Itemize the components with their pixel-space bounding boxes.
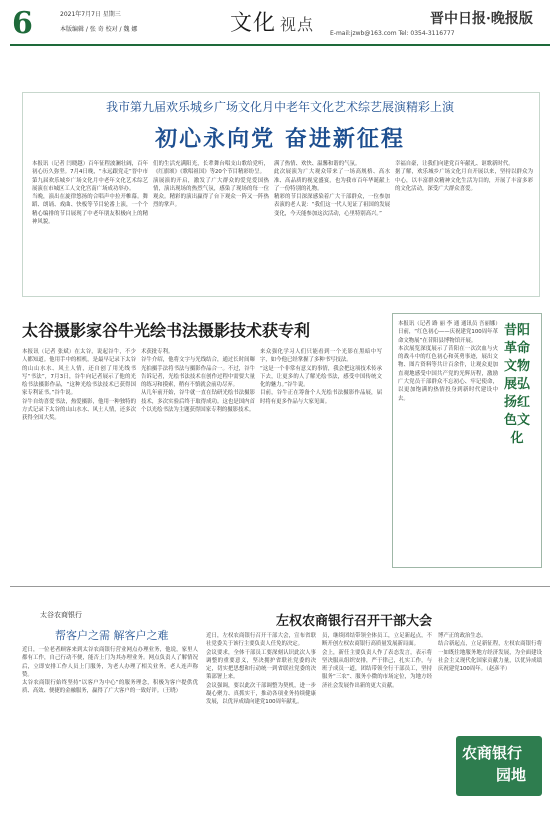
bottom-left-col: 近日，一位老者顾客来到太谷农商银行营业网点办理业务，他说，家里人都有工作，自己行动不便，能否上门为其办理业务。网点负责人了解情况后，立即安排工作人员上门服务，为老人办理了相关业务，老人连声称赞。 太谷农商银行始终坚持“以客户为中心”的服务理念，积极为客户提供优质、高效、便捷的金融服务，赢得了广大客户的一致好评。（王晓） bbox=[22, 647, 198, 695]
bottom-left-headline: 帮客户之需 解客户之难 bbox=[55, 629, 169, 642]
page-header bbox=[0, 0, 560, 60]
editor-credits: 本版编辑 / 张 奇 校对 / 魏 娜 bbox=[60, 26, 138, 33]
bottom-mid-col: 近日，左权农商银行召开干部大会，宣布省联社党委关于该行主要负责人任免的决定。 会议要求，全体干部员工要深刻认识此次人事调整的重要意义，坚决拥护省联社党委的决定，切实把思想和行动统一到省联社党委的决策部署上来。 会议强调，要以此次干部调整为契机，进一步凝心聚力、真抓实干，推动各项业务持续健康发展，以优异成绩向建党100周年献礼。 bbox=[206, 633, 316, 706]
side-article-headline: 昔阳革命文物展弘扬红色文化 bbox=[503, 323, 530, 446]
header-divider bbox=[10, 44, 550, 46]
section-subname: 视点 bbox=[280, 15, 315, 34]
top-article-col-3: 满了热情、欢快、温馨和谐的气氛。 此次展演为广大观众带来了一场高规格、高水准、高品质的视觉盛宴，也为我市百年华诞献上了一份特别的礼物。 精彩的节目深深感染着广大干部群众，一位参加表演的老人说：“我们这一代人见证了祖国的发展变化，今天能参加这次活动，心里特别高兴。” bbox=[274, 161, 390, 217]
publication-date: 2021年7月7日 星期三 bbox=[60, 11, 121, 18]
page-number: 6 bbox=[12, 6, 33, 41]
section-divider bbox=[10, 586, 550, 587]
mid-article-col-1: 本报讯（记者 张斌）在太谷，说起谷牛，不少人都知道。他用手中的相机，是最早记录下太谷的山山水水、风土人情，还自创了用光线书写“书法”，7月3日，谷牛向记者展示了他的光绘书法摄影作品，“这种光绘书法技术已获得国家专利证书。”谷牛说。 谷牛自幼喜爱书法，热爱摄影，他用一种独特的方式记录下太谷的山山水水、风土人情，还多次获得全国大奖。 bbox=[22, 349, 136, 422]
section-title bbox=[230, 6, 314, 37]
top-article-col-1: 本报讯（记者 闫晓越）百年征程波澜壮阔，百年初心历久弥坚。7月4日晚，“永远跟党走”晋中市第九届欢乐城乡广场文化月中老年文化艺术综艺展演在市城区工人文化宫南广场成功举办。 当晚，演出在旋律悠扬的合唱声中拉开帷幕。舞蹈、朗诵、戏曲、快板等节目轮番上演，一个个精心编排的节目展现了中老年朋友积极向上的精神风貌。 bbox=[32, 161, 148, 226]
bottom-far-col: 博产正的政治生态。 结合新起点，立足新征程，左权农商银行将一如既往地服务地方经济发展，为全面建设社会主义现代化国家贡献力量，以优异成绩庆祝建党100周年。（赵彦平） bbox=[438, 633, 542, 673]
bottom-section-label: 太谷农商银行 bbox=[40, 611, 82, 619]
newspaper-logo: 晋中日报·晚报版 bbox=[430, 11, 533, 27]
bank-banner-subtitle: 园地 bbox=[496, 766, 527, 784]
mid-article-headline: 太谷摄影家谷牛光绘书法摄影技术获专利 bbox=[22, 321, 311, 340]
bank-banner-title: 农商银行 bbox=[462, 744, 523, 762]
section-name: 文化 bbox=[230, 11, 277, 36]
mid-article-col-3: 来众强化学习人们只能看到一个光影在黑暗中写字，如今他已经掌握了多种书写技法。 “这是一个非常有意义的事情，我会把这项技术传承下去，让更多的人了解光绘书法，感受中国传统文化的魅力。”谷牛说。 目前，谷牛正在筹备个人光绘书法摄影作品展，届时将有更多作品与大家见面。 bbox=[260, 349, 382, 405]
top-article-subtitle: 我市第九届欢乐城乡广场文化月中老年文化艺术综艺展演精彩上演 bbox=[105, 100, 454, 114]
top-article-col-4: 幸福自豪，让我们向建党百年献礼、讴歌新时代。 据了解，欢乐城乡广场文化月自开展以来，坚持以群众为中心，以丰富群众精神文化生活为目的，开展了丰富多彩的文化活动，深受广大群众喜爱。 bbox=[395, 161, 533, 192]
top-article-col-2: 们的生活充满阳光，长辈舞台唱支山歌给党听，《红旗颂》《歌唱祖国》等20个节目精彩纷呈。 演展演的开启，激发了广大群众的爱党爱国热情，演出现场的热烈气氛，感染了现场的每一位观众。精彩的演出赢得了台下观众一阵又一阵热烈的掌声。 bbox=[153, 161, 269, 209]
top-article-headline: 初心永向党 奋进新征程 bbox=[155, 127, 405, 152]
bottom-right-headline: 左权农商银行召开干部大会 bbox=[276, 614, 433, 629]
bottom-right-col: 员，继续团结带领全体员工，立足新起点，不断开创左权农商银行高质量发展新局面。 会上，新任主要负责人作了表态发言，表示将坚决服从组织安排，严于律己，扎实工作，与班子成员一道，团结带领全行干部员工，坚持服务“三农”、服务小微的市场定位，为地方经济社会发展作出新的更大贡献。 bbox=[322, 633, 432, 689]
side-article-body: 本报讯（记者 路 丽 李 通 通讯员 吾丽娜）日前，“红色初心——庆祝建党100周年革命文物展”在昔阳县博物馆开展。 本次展览深度展示了昔阳在一次次血与火的战斗中的红色初心和英勇事迹，展出文物、图片资料等共计百余件，让观众更加直观地感受中国共产党的光辉历程，激励广大党员干部群众不忘初心、牢记使命，以更加饱满的热情投身到新时代建设中去。 bbox=[398, 321, 498, 402]
mid-article-col-2: 术获批专利。 谷牛介绍，他将文字与光线结合，通过长时间曝光拍摄手法将书法与摄影作品合一。不过，谷牛告诉记者，光绘书法技术在创作过程中需要大量的练习和摸索，稍有不慎就会前功尽弃。 从几年前开始，谷牛就一直在钻研光绘书法摄影技术，多次实验后终于取得成功。这也是国内首个以光绘书法为主题获得国家专利的摄影技术。 bbox=[141, 349, 255, 414]
contact-info: E-mail:jzwb@163.com Tel: 0354-3116777 bbox=[330, 30, 455, 37]
